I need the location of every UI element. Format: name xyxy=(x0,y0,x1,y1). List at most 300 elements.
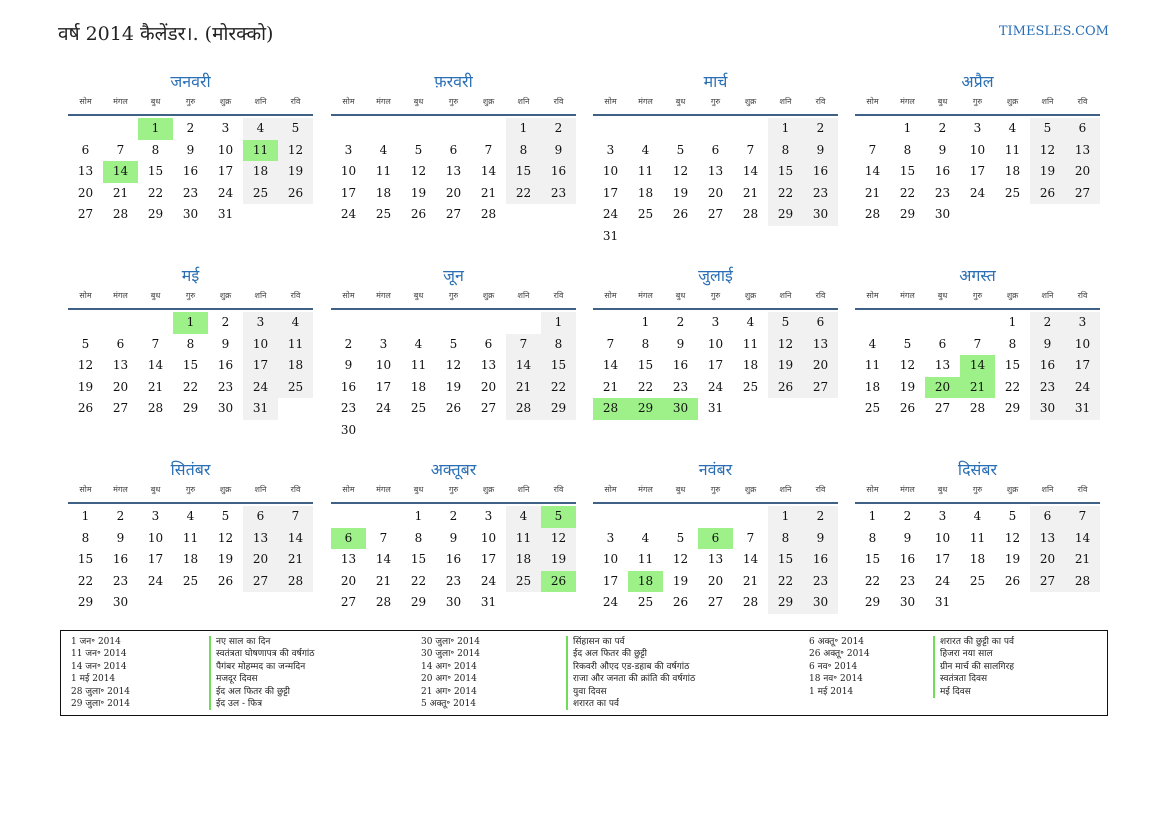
day-cell: 4 xyxy=(414,336,423,351)
day-cell: 25 xyxy=(637,207,654,221)
holiday-col-date-3 xyxy=(809,636,870,698)
day-cell: 15 xyxy=(768,549,803,571)
day-cell: 19 xyxy=(672,573,689,588)
weekday-header xyxy=(855,94,1100,116)
day-cell: 24 xyxy=(1065,377,1100,399)
day-cell: 10 xyxy=(147,530,164,545)
day-cell: 28 xyxy=(742,207,759,221)
day-cell: 8 xyxy=(641,336,650,351)
day-cell: 20 xyxy=(340,573,357,588)
day-cell: 4 xyxy=(506,506,541,528)
day-cell: 25 xyxy=(969,573,986,588)
day-cell: 29 xyxy=(147,207,164,221)
day-cell: 28 xyxy=(864,207,881,221)
day-cell: 23 xyxy=(803,183,838,205)
day-cell: 15 xyxy=(182,358,199,372)
day-cell: 2 xyxy=(344,336,353,351)
day-cell: 25 xyxy=(637,595,654,609)
day-cell: 27 xyxy=(445,207,462,221)
day-cell: 16 xyxy=(934,164,951,178)
weekday-label: गुरु xyxy=(448,485,459,494)
weekday-label: रवि xyxy=(815,97,826,106)
weekday-label: शुक्र xyxy=(482,485,495,494)
day-cell: 21 xyxy=(112,185,129,200)
weekday-label: रवि xyxy=(290,97,301,106)
holiday-col-name-3 xyxy=(933,636,1014,698)
day-cell: 22 xyxy=(147,185,164,200)
day-cell: 3 xyxy=(484,509,493,523)
holiday-day-cell: 11 xyxy=(243,140,278,162)
holiday-name: युवा दिवस xyxy=(566,686,695,698)
day-cell: 14 xyxy=(480,164,497,178)
day-cell: 24 xyxy=(602,207,619,221)
day-cell: 21 xyxy=(147,379,164,394)
holiday-day-cell: 26 xyxy=(541,571,576,593)
holiday-name: ग्रीन मार्च की सालगिरह xyxy=(933,661,1014,673)
day-grid xyxy=(855,504,1100,634)
holiday-day-cell: 6 xyxy=(331,528,366,550)
day-cell: 25 xyxy=(506,571,541,593)
day-cell: 13 xyxy=(803,334,838,356)
day-cell: 14 xyxy=(147,358,164,372)
day-cell: 6 xyxy=(116,336,125,351)
day-cell: 28 xyxy=(742,595,759,609)
weekday-label: बुध xyxy=(413,485,424,494)
day-cell: 23 xyxy=(182,185,199,200)
holiday-date: 30 जुला॰ 2014 xyxy=(421,649,481,660)
day-cell: 3 xyxy=(344,142,353,157)
day-cell: 4 xyxy=(641,530,650,545)
day-cell: 21 xyxy=(480,185,497,200)
day-cell: 22 xyxy=(864,573,881,588)
day-cell: 6 xyxy=(938,336,947,351)
weekday-label: शुक्र xyxy=(1006,97,1019,106)
holiday-list xyxy=(60,630,1108,716)
day-cell: 29 xyxy=(768,204,803,226)
day-cell: 11 xyxy=(410,358,427,372)
day-cell: 9 xyxy=(221,336,230,351)
day-cell: 3 xyxy=(938,509,947,523)
weekday-header xyxy=(68,288,313,310)
day-cell: 11 xyxy=(742,336,759,351)
holiday-date: 28 जुला॰ 2014 xyxy=(71,686,131,697)
day-cell: 13 xyxy=(480,358,497,372)
holiday-name: ईद अल फितर की छुट्टी xyxy=(566,648,695,660)
holiday-day-cell: 28 xyxy=(593,398,628,420)
day-cell: 16 xyxy=(445,552,462,566)
day-cell: 27 xyxy=(707,207,724,221)
site-link[interactable]: TIMESLES.COM xyxy=(998,24,1109,39)
day-cell: 20 xyxy=(1065,161,1100,183)
day-cell: 5 xyxy=(449,336,458,351)
day-cell: 17 xyxy=(707,358,724,372)
day-cell: 24 xyxy=(934,573,951,588)
holiday-date: 14 अग॰ 2014 xyxy=(421,661,477,672)
holiday-day-cell: 6 xyxy=(698,528,733,550)
weekday-label: शुक्र xyxy=(1006,485,1019,494)
day-cell: 25 xyxy=(278,377,313,399)
weekday-label: रवि xyxy=(815,485,826,494)
day-cell: 15 xyxy=(77,552,94,566)
day-cell: 7 xyxy=(116,142,125,157)
day-cell: 7 xyxy=(151,336,160,351)
day-cell: 11 xyxy=(637,552,654,566)
day-cell: 18 xyxy=(742,358,759,372)
weekday-label: मंगल xyxy=(638,485,653,494)
day-cell: 8 xyxy=(903,142,912,157)
day-cell: 2 xyxy=(186,121,195,135)
day-grid xyxy=(331,310,576,440)
month-2 xyxy=(331,70,576,246)
day-cell: 31 xyxy=(602,228,619,243)
day-cell: 13 xyxy=(707,552,724,566)
day-cell: 22 xyxy=(182,379,199,394)
day-cell: 1 xyxy=(641,315,650,329)
weekday-header xyxy=(855,482,1100,504)
day-cell: 18 xyxy=(182,552,199,566)
day-cell: 11 xyxy=(1004,142,1021,157)
holiday-col-date-1 xyxy=(71,636,130,710)
holiday-day-cell: 1 xyxy=(173,312,208,334)
holiday-name: सिंहासन का पर्व xyxy=(566,636,695,648)
day-cell: 30 xyxy=(112,595,129,609)
holiday-date: 1 जन॰ 2014 xyxy=(71,637,121,647)
day-grid xyxy=(68,116,313,246)
weekday-header xyxy=(68,482,313,504)
weekday-label: सोम xyxy=(604,291,617,300)
weekday-label: रवि xyxy=(1077,485,1088,494)
day-cell: 3 xyxy=(1065,312,1100,334)
day-cell: 21 xyxy=(1065,549,1100,571)
day-cell: 23 xyxy=(899,573,916,588)
day-cell: 13 xyxy=(340,552,357,566)
day-cell: 13 xyxy=(707,164,724,178)
day-cell: 19 xyxy=(410,185,427,200)
day-cell: 12 xyxy=(445,358,462,372)
day-cell: 15 xyxy=(1004,358,1021,372)
weekday-label: गुरु xyxy=(185,97,196,106)
day-cell: 10 xyxy=(602,164,619,178)
day-cell: 11 xyxy=(375,164,392,178)
day-cell: 5 xyxy=(903,336,912,351)
month-1 xyxy=(68,70,313,246)
day-cell: 30 xyxy=(803,592,838,614)
day-cell: 17 xyxy=(375,379,392,394)
weekday-label: रवि xyxy=(553,291,564,300)
day-grid xyxy=(593,310,838,440)
day-cell: 9 xyxy=(903,530,912,545)
holiday-name: स्वतंत्रता घोषणापत्र की वर्षगांठ xyxy=(209,648,315,660)
day-cell: 24 xyxy=(969,185,986,200)
day-cell: 28 xyxy=(147,401,164,415)
weekday-label: शनि xyxy=(517,485,530,494)
day-cell: 31 xyxy=(707,401,724,415)
day-cell: 4 xyxy=(243,118,278,140)
weekday-label: मंगल xyxy=(900,97,915,106)
day-cell: 10 xyxy=(934,530,951,545)
day-cell: 4 xyxy=(641,142,650,157)
day-cell: 24 xyxy=(147,573,164,588)
day-cell: 4 xyxy=(973,509,982,523)
page-title: वर्ष 2014 कैलेंडर।. (मोरक्को) xyxy=(58,23,274,45)
weekday-header xyxy=(593,94,838,116)
weekday-label: सोम xyxy=(866,291,879,300)
weekday-label: रवि xyxy=(290,291,301,300)
day-cell: 8 xyxy=(506,140,541,162)
holiday-day-cell: 18 xyxy=(628,571,663,593)
day-cell: 4 xyxy=(1008,121,1017,135)
day-cell: 5 xyxy=(676,142,685,157)
weekday-header xyxy=(593,482,838,504)
day-cell: 21 xyxy=(375,573,392,588)
day-cell: 30 xyxy=(182,207,199,221)
weekday-label: शनि xyxy=(779,291,792,300)
day-cell: 14 xyxy=(1065,528,1100,550)
day-cell: 27 xyxy=(243,571,278,593)
day-cell: 3 xyxy=(606,142,615,157)
holiday-date: 21 अग॰ 2014 xyxy=(421,686,477,697)
holiday-date: 6 नव॰ 2014 xyxy=(809,661,858,672)
day-cell: 18 xyxy=(375,185,392,200)
day-cell: 10 xyxy=(375,358,392,372)
weekday-label: रवि xyxy=(1077,97,1088,106)
day-cell: 27 xyxy=(934,401,951,415)
weekday-label: मंगल xyxy=(113,485,128,494)
day-cell: 15 xyxy=(410,552,427,566)
day-cell: 5 xyxy=(221,509,230,523)
day-cell: 19 xyxy=(768,355,803,377)
day-cell: 30 xyxy=(340,422,357,437)
day-cell: 19 xyxy=(1030,161,1065,183)
day-cell: 21 xyxy=(602,379,619,394)
day-cell: 18 xyxy=(1004,164,1021,178)
month-3 xyxy=(593,70,838,246)
weekday-label: मंगल xyxy=(638,291,653,300)
weekday-label: सोम xyxy=(604,485,617,494)
weekday-label: सोम xyxy=(342,97,355,106)
day-cell: 13 xyxy=(445,164,462,178)
holiday-day-cell: 30 xyxy=(663,398,698,420)
day-cell: 11 xyxy=(637,164,654,178)
day-cell: 22 xyxy=(77,573,94,588)
day-cell: 14 xyxy=(602,358,619,372)
day-cell: 3 xyxy=(243,312,278,334)
day-cell: 2 xyxy=(803,118,838,140)
day-cell: 18 xyxy=(278,355,313,377)
day-cell: 4 xyxy=(186,509,195,523)
day-cell: 24 xyxy=(375,401,392,415)
holiday-name: स्वतंत्रता दिवस xyxy=(933,673,1014,685)
day-cell: 13 xyxy=(1065,140,1100,162)
day-cell: 28 xyxy=(375,595,392,609)
day-cell: 10 xyxy=(340,164,357,178)
day-cell: 16 xyxy=(803,549,838,571)
weekday-label: बुध xyxy=(675,291,686,300)
month-11 xyxy=(593,458,838,634)
weekday-label: बुध xyxy=(675,485,686,494)
day-cell: 5 xyxy=(1030,118,1065,140)
day-cell: 29 xyxy=(410,595,427,609)
weekday-label: बुध xyxy=(937,97,948,106)
day-cell: 24 xyxy=(340,207,357,221)
day-cell: 9 xyxy=(938,142,947,157)
day-cell: 25 xyxy=(1004,185,1021,200)
day-cell: 23 xyxy=(541,183,576,205)
holiday-name: ईद उल - फित्र xyxy=(209,698,315,710)
day-cell: 24 xyxy=(602,595,619,609)
weekday-label: शनि xyxy=(517,97,530,106)
day-cell: 26 xyxy=(77,401,94,415)
day-cell: 14 xyxy=(864,164,881,178)
day-cell: 31 xyxy=(480,595,497,609)
day-cell: 22 xyxy=(637,379,654,394)
day-cell: 5 xyxy=(81,336,90,351)
weekday-label: बुध xyxy=(675,97,686,106)
day-cell: 12 xyxy=(410,164,427,178)
day-cell: 5 xyxy=(768,312,803,334)
weekday-label: शुक्र xyxy=(219,97,232,106)
day-cell: 31 xyxy=(1065,398,1100,420)
day-cell: 10 xyxy=(602,552,619,566)
day-cell: 7 xyxy=(746,530,755,545)
day-cell: 5 xyxy=(278,118,313,140)
day-cell: 29 xyxy=(1004,401,1021,415)
day-cell: 4 xyxy=(379,142,388,157)
day-cell: 23 xyxy=(340,401,357,415)
day-cell: 26 xyxy=(899,401,916,415)
holiday-name: ईद अल फितर की छुट्टी xyxy=(209,686,315,698)
day-cell: 7 xyxy=(973,336,982,351)
holiday-date: 30 जुला॰ 2014 xyxy=(421,637,481,647)
day-cell: 22 xyxy=(768,571,803,593)
day-cell: 4 xyxy=(746,315,755,329)
day-cell: 3 xyxy=(221,121,230,135)
day-cell: 26 xyxy=(217,573,234,588)
weekday-header xyxy=(331,288,576,310)
month-7 xyxy=(593,264,838,440)
weekday-label: बुध xyxy=(150,485,161,494)
day-cell: 27 xyxy=(1030,571,1065,593)
holiday-day-cell: 14 xyxy=(103,161,138,183)
day-cell: 9 xyxy=(449,530,458,545)
weekday-label: शनि xyxy=(254,291,267,300)
month-name: अप्रैल xyxy=(961,72,994,91)
day-cell: 18 xyxy=(243,161,278,183)
day-cell: 31 xyxy=(243,398,278,420)
day-cell: 7 xyxy=(868,142,877,157)
day-cell: 26 xyxy=(445,401,462,415)
day-cell: 13 xyxy=(1030,528,1065,550)
weekday-label: गुरु xyxy=(972,485,983,494)
day-grid xyxy=(331,116,576,246)
day-grid xyxy=(68,310,313,440)
day-cell: 28 xyxy=(969,401,986,415)
weekday-label: रवि xyxy=(815,291,826,300)
day-cell: 8 xyxy=(541,334,576,356)
month-name: मई xyxy=(181,266,200,285)
day-cell: 12 xyxy=(541,528,576,550)
month-name: जुलाई xyxy=(698,266,733,285)
holiday-day-cell: 21 xyxy=(960,377,995,399)
day-cell: 1 xyxy=(768,506,803,528)
day-cell: 27 xyxy=(803,377,838,399)
weekday-header xyxy=(331,94,576,116)
day-cell: 15 xyxy=(541,355,576,377)
day-cell: 1 xyxy=(506,118,541,140)
day-cell: 6 xyxy=(803,312,838,334)
day-cell: 29 xyxy=(182,401,199,415)
weekday-label: शनि xyxy=(1041,485,1054,494)
day-cell: 5 xyxy=(414,142,423,157)
weekday-label: शुक्र xyxy=(744,291,757,300)
day-cell: 17 xyxy=(480,552,497,566)
month-4 xyxy=(855,70,1100,246)
day-cell: 22 xyxy=(541,377,576,399)
day-cell: 12 xyxy=(77,358,94,372)
weekday-label: सोम xyxy=(342,291,355,300)
day-grid xyxy=(593,504,838,634)
weekday-label: शुक्र xyxy=(482,97,495,106)
day-cell: 25 xyxy=(243,183,278,205)
holiday-date: 18 नव॰ 2014 xyxy=(809,674,863,685)
day-cell: 13 xyxy=(934,358,951,372)
holiday-name: रिकवरी औएद एड-डहाब की वर्षगांठ xyxy=(566,661,695,673)
holiday-name: पैगंबर मोहम्मद का जन्मदिन xyxy=(209,661,315,673)
day-cell: 11 xyxy=(182,530,199,545)
day-cell: 20 xyxy=(707,185,724,200)
holiday-col-name-2 xyxy=(566,636,695,710)
day-cell: 28 xyxy=(480,207,497,221)
holiday-col-date-2 xyxy=(421,636,480,710)
weekday-label: रवि xyxy=(553,97,564,106)
holiday-date: 1 मई 2014 xyxy=(71,674,116,685)
day-cell: 13 xyxy=(77,164,94,178)
month-name: जून xyxy=(443,266,464,285)
weekday-label: मंगल xyxy=(113,291,128,300)
day-cell: 16 xyxy=(1030,355,1065,377)
day-cell: 8 xyxy=(768,140,803,162)
holiday-date: 11 जन॰ 2014 xyxy=(71,649,127,660)
day-cell: 28 xyxy=(1065,571,1100,593)
day-cell: 8 xyxy=(1008,336,1017,351)
day-cell: 19 xyxy=(672,185,689,200)
day-cell: 25 xyxy=(182,573,199,588)
holiday-date: 20 अग॰ 2014 xyxy=(421,674,477,685)
day-cell: 23 xyxy=(112,573,129,588)
weekday-label: शनि xyxy=(254,97,267,106)
day-cell: 8 xyxy=(414,530,423,545)
day-cell: 25 xyxy=(742,379,759,394)
day-cell: 31 xyxy=(217,207,234,221)
day-cell: 2 xyxy=(449,509,458,523)
day-cell: 22 xyxy=(506,183,541,205)
day-cell: 23 xyxy=(445,573,462,588)
day-cell: 11 xyxy=(864,358,881,372)
day-cell: 26 xyxy=(1030,183,1065,205)
weekday-label: गुरु xyxy=(185,485,196,494)
holiday-name: शरारत की छुट्टी का पर्व xyxy=(933,636,1014,648)
weekday-label: शनि xyxy=(779,485,792,494)
day-cell: 19 xyxy=(77,379,94,394)
day-cell: 23 xyxy=(217,379,234,394)
day-cell: 12 xyxy=(278,140,313,162)
weekday-label: बुध xyxy=(937,485,948,494)
day-cell: 21 xyxy=(864,185,881,200)
day-cell: 2 xyxy=(903,509,912,523)
holiday-name: राजा और जनता की क्रांति की वर्षगांठ xyxy=(566,673,695,685)
day-cell: 30 xyxy=(803,204,838,226)
day-cell: 29 xyxy=(864,595,881,609)
